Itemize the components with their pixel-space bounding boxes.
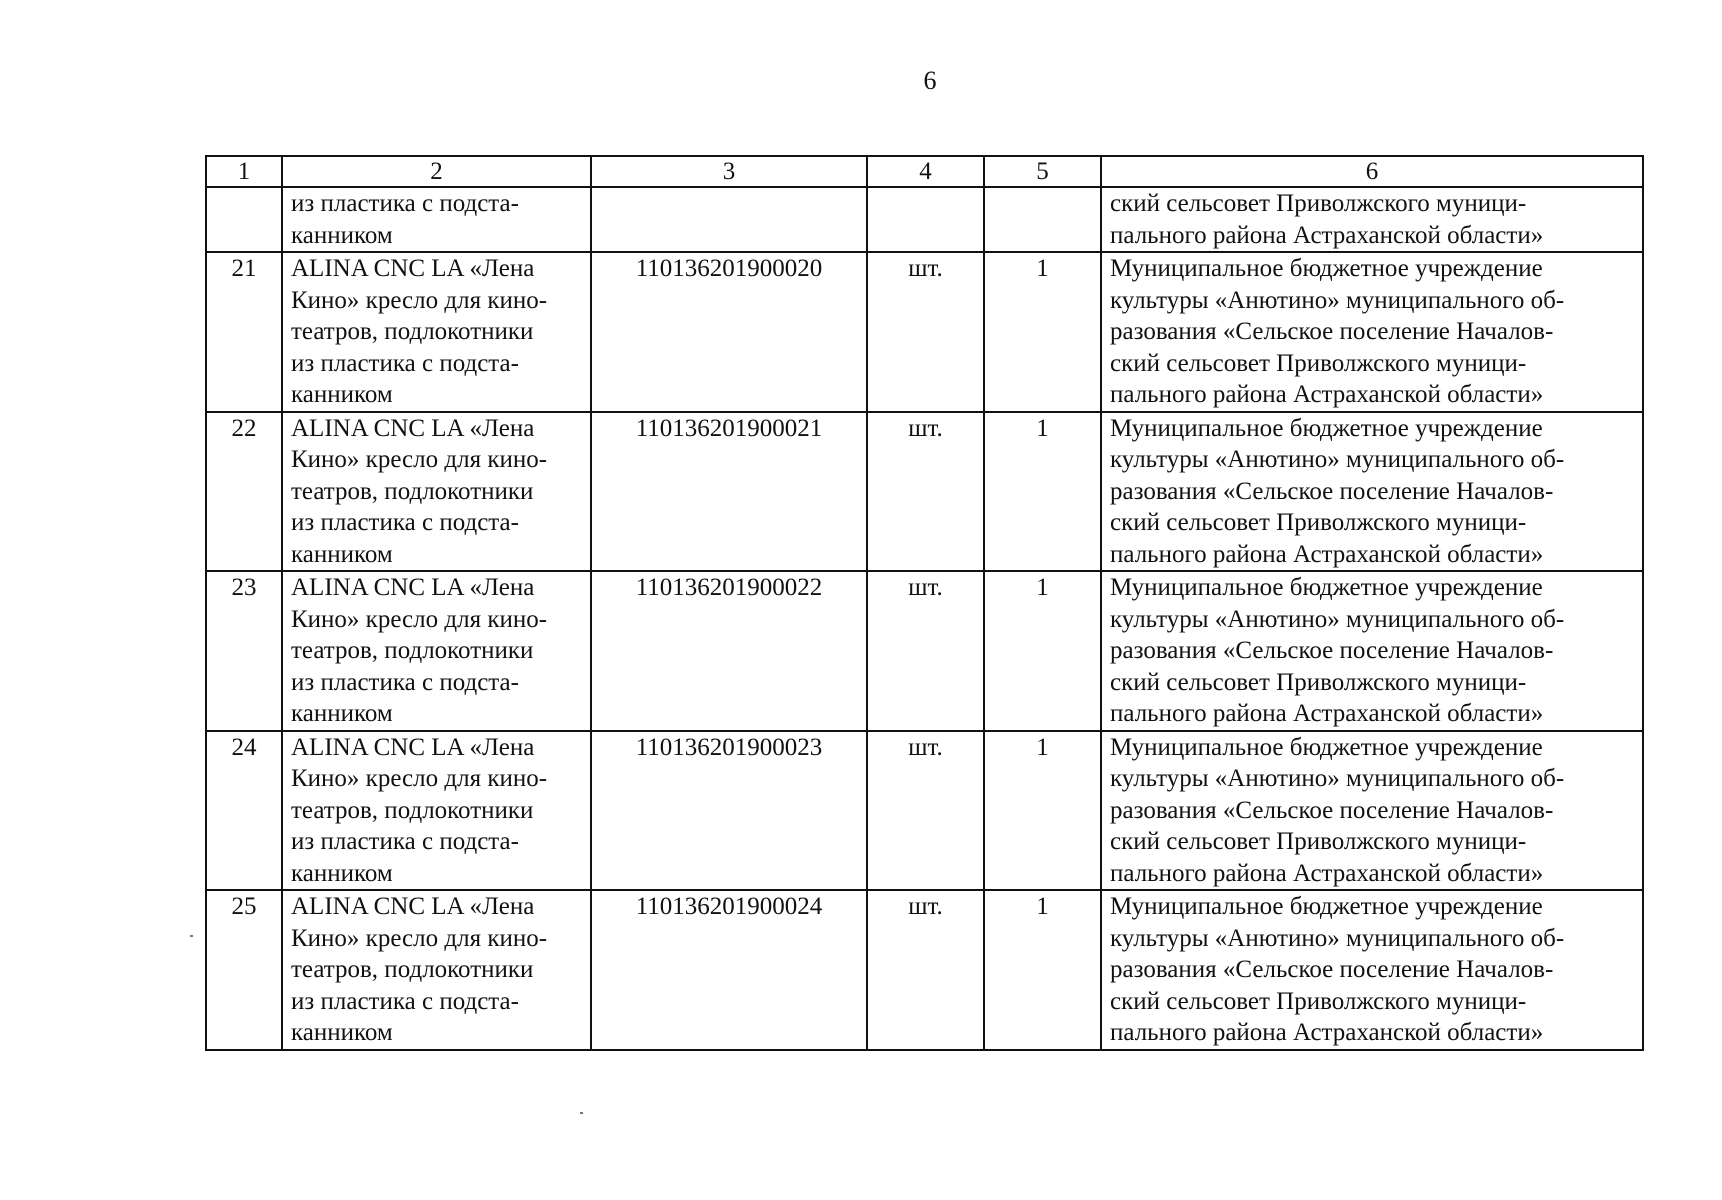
column-header: 4: [867, 156, 984, 187]
table-row: [206, 731, 1643, 891]
item-name-cell: [282, 252, 591, 412]
inventory-code-cell: 110136201900024: [591, 890, 867, 1050]
owner-line: разования «Сельское поселение Началов-: [1110, 796, 1554, 824]
owner-line: разования «Сельское поселение Началов-: [1110, 956, 1554, 983]
owner-line: пального района Астраханской области»: [1110, 221, 1544, 249]
table-row-continuation: [206, 187, 1643, 252]
owner-line: ский сельсовет Приволжского муници-: [1110, 668, 1527, 696]
owner-line: ский сельсовет Приволжского муници-: [1110, 987, 1527, 1015]
item-name-line: ALINA CNC LA «Лена: [291, 733, 535, 761]
owner-line: пального района Астраханской области»: [1110, 1019, 1544, 1046]
owner-line: Муниципальное бюджетное учреждение: [1110, 574, 1543, 601]
item-name-cell: [282, 890, 591, 1050]
row-number-cell: 22: [206, 412, 282, 572]
owner-cell: [1101, 252, 1643, 412]
item-name-line: канником: [291, 1019, 393, 1046]
owner-line: пального района Астраханской области»: [1110, 540, 1544, 568]
quantity-cell: 1: [984, 571, 1101, 731]
owner-line: Муниципальное бюджетное учреждение: [1110, 733, 1543, 761]
item-name-line: Кино» кресло для кино-: [291, 924, 548, 952]
row-number-cell: [206, 187, 282, 252]
item-name-line: из пластика с подста-: [291, 509, 519, 536]
owner-line: пального района Астраханской области»: [1110, 381, 1544, 408]
inventory-code-cell: 110136201900022: [591, 571, 867, 731]
owner-line: Муниципальное бюджетное учреждение: [1110, 414, 1543, 442]
inventory-code-cell: 110136201900021: [591, 412, 867, 572]
owner-line: ский сельсовет Приволжского муници-: [1110, 509, 1527, 536]
property-registry-table: [205, 155, 1644, 1051]
unit-cell: [867, 187, 984, 252]
owner-line: культуры «Анютино» муниципального об-: [1110, 605, 1565, 633]
unit-cell: шт.: [867, 571, 984, 731]
unit-cell: шт.: [867, 890, 984, 1050]
page-number: 6: [923, 66, 937, 95]
scan-speck: [190, 935, 193, 937]
scan-speck: [580, 1112, 583, 1114]
column-number-row: [206, 156, 1643, 187]
table-row: [206, 571, 1643, 731]
item-name-line: ALINA CNC LA «Лена: [291, 574, 535, 601]
owner-line: пального района Астраханской области»: [1110, 859, 1544, 887]
column-header: 5: [984, 156, 1101, 187]
item-name-line: ALINA CNC LA «Лена: [291, 893, 535, 920]
unit-cell: шт.: [867, 252, 984, 412]
item-name-line: из пластика с подста-: [291, 987, 519, 1015]
item-name-line: канником: [291, 540, 393, 568]
owner-line: разования «Сельское поселение Началов-: [1110, 637, 1554, 664]
item-name-line: канником: [291, 859, 393, 887]
quantity-cell: 1: [984, 412, 1101, 572]
item-name-line: канником: [291, 381, 393, 408]
item-name-line: Кино» кресло для кино-: [291, 765, 548, 792]
item-name-line: Кино» кресло для кино-: [291, 286, 548, 314]
item-name-line: из пластика с подста-: [291, 190, 519, 217]
owner-line: культуры «Анютино» муниципального об-: [1110, 446, 1565, 473]
quantity-cell: 1: [984, 890, 1101, 1050]
owner-line: ский сельсовет Приволжского муници-: [1110, 349, 1527, 377]
item-name-line: канником: [291, 700, 393, 727]
row-number-cell: 21: [206, 252, 282, 412]
item-name-line: Кино» кресло для кино-: [291, 605, 548, 633]
item-name-line: канником: [291, 221, 393, 249]
row-number-cell: 24: [206, 731, 282, 891]
column-header: 2: [282, 156, 591, 187]
quantity-cell: [984, 187, 1101, 252]
table-row: [206, 890, 1643, 1050]
inventory-code-cell: [591, 187, 867, 252]
owner-cell: [1101, 890, 1643, 1050]
owner-line: Муниципальное бюджетное учреждение: [1110, 255, 1543, 282]
item-name-line: ALINA CNC LA «Лена: [291, 414, 535, 442]
item-name-cell: [282, 187, 591, 252]
owner-line: ский сельсовет Приволжского муници-: [1110, 190, 1527, 217]
item-name-line: театров, подлокотники: [291, 956, 534, 983]
unit-cell: шт.: [867, 731, 984, 891]
item-name-line: театров, подлокотники: [291, 318, 534, 345]
unit-cell: шт.: [867, 412, 984, 572]
item-name-line: театров, подлокотники: [291, 796, 534, 824]
table-body: [206, 187, 1643, 1050]
column-header: 3: [591, 156, 867, 187]
owner-cell: [1101, 571, 1643, 731]
owner-cell: [1101, 731, 1643, 891]
owner-line: разования «Сельское поселение Началов-: [1110, 318, 1554, 345]
owner-line: культуры «Анютино» муниципального об-: [1110, 924, 1565, 952]
table-row: [206, 412, 1643, 572]
item-name-cell: [282, 571, 591, 731]
owner-line: ский сельсовет Приволжского муници-: [1110, 828, 1527, 855]
row-number-cell: 25: [206, 890, 282, 1050]
table-row: [206, 252, 1643, 412]
owner-line: культуры «Анютино» муниципального об-: [1110, 286, 1565, 314]
item-name-line: Кино» кресло для кино-: [291, 446, 548, 473]
owner-line: разования «Сельское поселение Началов-: [1110, 477, 1554, 505]
item-name-line: из пластика с подста-: [291, 668, 519, 696]
quantity-cell: 1: [984, 731, 1101, 891]
inventory-code-cell: 110136201900020: [591, 252, 867, 412]
item-name-cell: [282, 412, 591, 572]
item-name-line: из пластика с подста-: [291, 349, 519, 377]
item-name-cell: [282, 731, 591, 891]
row-number-cell: 23: [206, 571, 282, 731]
item-name-line: театров, подлокотники: [291, 637, 534, 664]
item-name-line: театров, подлокотники: [291, 477, 534, 505]
column-header: 6: [1101, 156, 1643, 187]
item-name-line: из пластика с подста-: [291, 828, 519, 855]
item-name-line: ALINA CNC LA «Лена: [291, 255, 535, 282]
owner-cell: [1101, 412, 1643, 572]
owner-cell: [1101, 187, 1643, 252]
column-header: 1: [206, 156, 282, 187]
owner-line: Муниципальное бюджетное учреждение: [1110, 893, 1543, 920]
owner-line: культуры «Анютино» муниципального об-: [1110, 765, 1565, 792]
quantity-cell: 1: [984, 252, 1101, 412]
inventory-code-cell: 110136201900023: [591, 731, 867, 891]
owner-line: пального района Астраханской области»: [1110, 700, 1544, 727]
